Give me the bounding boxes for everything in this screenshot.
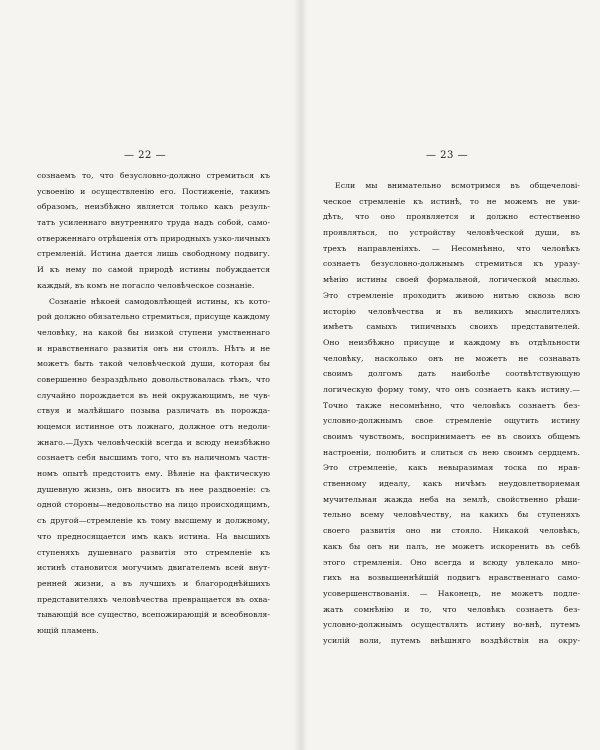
left-page [0, 0, 296, 750]
text-line: гихъ на возвышеннѣйшій подвигъ нравственнаго само- [323, 573, 580, 583]
text-line: представителяхъ человѣчества превращается въ охва- [37, 594, 270, 604]
text-line: человѣку, на какой бы низкой ступени умственнаго [37, 327, 270, 337]
text-line: своего развитія оно ни стояло. Никакой человѣкъ, [323, 526, 580, 536]
text-line: отверженнаго отрѣшенія отъ природныхъ узко-личныхъ [37, 233, 270, 243]
text-line: Оно неизбѣжно присуще и каждому въ отдѣльности [323, 337, 580, 347]
text-line: стремленій. Истина дается лишь свободному подвигу. [37, 249, 270, 259]
text-line: исторію человѣчества и въ великихъ мыслителяхъ [323, 306, 580, 316]
right-page [304, 0, 600, 750]
text-line: человѣку, насколько онъ не можетъ не сознавать [323, 353, 580, 363]
text-line: каждый, въ комъ не погасло человѣческое сознаніе. [37, 280, 255, 290]
text-line: этого стремленія. Оно всегда и всюду увлекало мно- [323, 557, 580, 567]
text-line: логическую форму тому, что онъ сознаетъ какъ истину.— [323, 384, 580, 394]
text-line: ственному идеалу, какъ ничѣмъ неудовлетворяемая [323, 479, 580, 489]
page-number: — 23 — [426, 150, 469, 161]
text-line: трехъ направленіяхъ. — Несомнѣнно, что человѣкъ [323, 243, 580, 253]
text-line: образомъ, неизбѣжно является только какъ резуль- [37, 202, 270, 212]
text-line: Сознаніе нѣкоей самодовлѣющей истины, къ кото- [49, 296, 270, 306]
text-line: ступеняхъ душевнаго развитія это стремленіе къ [37, 547, 270, 557]
page-body [37, 168, 270, 639]
text-line: сознаемъ то, что безусловно-должно стремиться къ [37, 171, 270, 180]
text-line: условно-должнымъ осуществлять истину во-внѣ, путемъ [323, 620, 580, 630]
text-line: своимъ чувствомъ, воспринимаетъ ее въ своихъ общемъ [323, 432, 580, 441]
text-line: тельно всему человѣчеству, на какихъ бы ступеняхъ [323, 510, 580, 520]
page-number: — 22 — [124, 150, 167, 161]
text-line: истинѣ становится могучимъ двигателемъ всей внут- [37, 563, 270, 573]
text-line: совершенно безраздѣльно довольствовалась тѣмъ, что [37, 374, 270, 384]
text-line: рой должно обязательно стремиться, присуще каждому [37, 312, 270, 322]
text-line: жать сомнѣнію и то, что человѣкъ сознаетъ без- [323, 604, 580, 614]
text-line: условно-должнымъ свое стремленіе ощутить истину [323, 416, 580, 426]
text-line: Это стремленіе, какъ невыразимая тоска по нрав- [323, 463, 580, 473]
text-line: настроеніи, полюбить и слиться съ нею своимъ сердцемъ. [323, 447, 580, 457]
page-body [323, 178, 580, 649]
text-line: можетъ быть такой человѣческой души, которая бы [37, 359, 270, 369]
text-line: имѣетъ самыхъ типичныхъ своихъ представителей. [323, 322, 580, 332]
text-line: ствуя и малѣйшаго позыва различать въ порожда- [37, 406, 270, 416]
text-line: сознаетъ себя высшимъ того, что въ наличномъ частн- [37, 453, 270, 463]
text-line: ющій пламень. [37, 625, 99, 635]
text-line: ренней жизни, а въ лучшихъ и благороднѣйшихъ [37, 578, 270, 588]
text-line: усилій воли, путемъ внѣшняго воздѣйствія на окру- [323, 635, 580, 645]
text-line: случайно порождается въ ней окружающимъ, не чув- [37, 390, 270, 400]
text-line: усвоенію и осуществленію его. Постиженіе, такимъ [37, 186, 270, 196]
text-line: ческое стремленіе къ истинѣ, то не можемъ не уви- [323, 196, 580, 206]
text-line: тывающій все существо, всепожирающій и всеобновля- [37, 610, 270, 620]
text-line: одной стороны—недовольство на лицо происходящимъ, [37, 500, 270, 510]
text-line: сознаетъ безусловно-должнымъ стремиться къ уразу- [323, 259, 580, 269]
text-line: татъ усиленнаго внутренняго труда надъ собой, само- [37, 218, 270, 228]
text-line: И къ нему по самой природѣ истины побуждается [37, 265, 270, 275]
text-line: какъ бы онъ ни палъ, не можетъ искоренить въ себѣ [323, 541, 580, 551]
text-line: съ другой—стремленіе къ тому высшему и должному, [37, 516, 270, 526]
text-line: проявляться, по устройству человѣческой души, въ [323, 228, 580, 238]
text-line: мучительная жажда неба на землѣ, свойственно рѣши- [323, 494, 580, 504]
text-line: ющемся истинное отъ ложнаго, должное отъ недоли- [37, 422, 270, 431]
text-line: что предносящается имъ какъ истина. На высшихъ [37, 531, 270, 541]
text-line: номъ опытѣ предстоитъ ему. Вѣяніе на фактическую [37, 469, 270, 479]
text-line: душевную жизнь, онъ вноситъ въ нее раздвоеніе: съ [37, 484, 270, 494]
text-line: жнаго.—Духъ человѣческій всегда и всюду неизбѣжно [37, 437, 270, 447]
text-line: Это стремленіе проходитъ живою нитью сквозь всю [323, 290, 580, 300]
text-line: Точно также несомнѣнно, что человѣкъ сознаетъ без- [323, 400, 580, 410]
text-line: мѣнію истины своей формальной, логической мыслью. [323, 275, 580, 285]
text-line: дѣть, что оно проявляется и должно естественно [323, 212, 580, 222]
text-line: усовершенствованія. — Наконецъ, не можетъ подле- [323, 588, 580, 598]
text-line: Если мы внимательно всмотримся въ общечелові- [335, 181, 580, 190]
text-line: своимъ долгомъ дать наиболѣе соотвѣтствующую [323, 369, 580, 379]
text-line: и нравственнаго развитія онъ ни стоялъ. Нѣтъ и не [37, 343, 270, 353]
